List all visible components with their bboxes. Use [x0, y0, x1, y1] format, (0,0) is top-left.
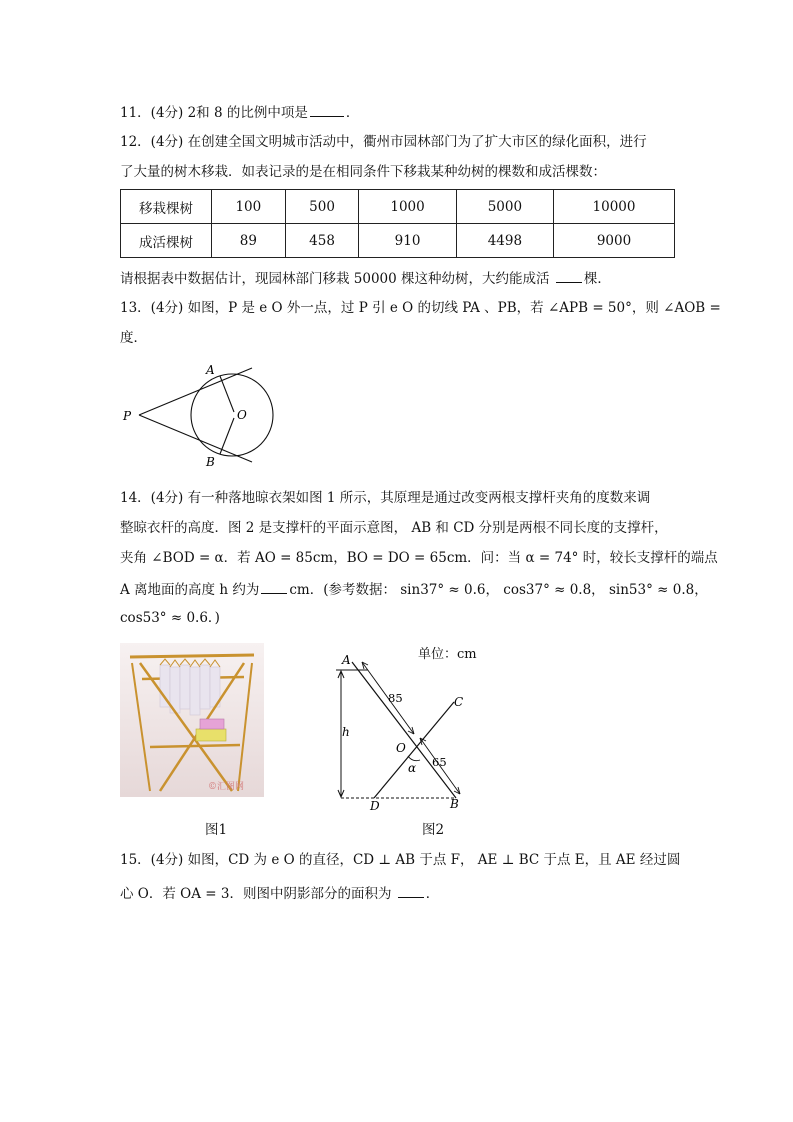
table-row: 成活棵树 89 458 910 4498 9000: [121, 224, 675, 258]
tangent-pb: [139, 415, 252, 462]
answer-blank: [398, 885, 424, 898]
answer-blank: [310, 104, 344, 117]
q14-line3: 夹角 ∠BOD = α．若 AO = 85cm，BO = DO = 65cm．问：当 α = 74° 时，较长支撑杆的端点: [120, 550, 718, 566]
unit-label: 单位：cm: [418, 647, 477, 662]
circle-o: [191, 374, 273, 456]
q13-line2: 度．: [120, 330, 147, 346]
q12-line2: 了大量的树木移栽．如表记录的是在相同条件下移栽某种幼树的棵数和成活棵数：: [120, 164, 606, 180]
label-a: A: [206, 363, 215, 377]
label-85: 85: [388, 691, 403, 705]
q14-figure2: [324, 652, 484, 814]
label-d: D: [370, 799, 380, 813]
label-b: B: [206, 455, 215, 469]
radius-oa: [220, 376, 234, 412]
answer-blank: [261, 581, 287, 594]
q11-text: 11．(4分) 2和 8 的比例中项是: [120, 105, 308, 121]
label-b: B: [450, 797, 459, 811]
q14-line5: cos53° ≈ 0.6．): [120, 610, 220, 626]
q14-line4: A 离地面的高度 h 约为 cm．(参考数据： sin37° ≈ 0.6， cos37° ≈ 0.8， sin53° ≈ 0.8，: [120, 582, 708, 598]
label-c: C: [454, 695, 464, 709]
q13-figure: [118, 362, 288, 472]
answer-blank: [556, 270, 582, 283]
label-o: O: [396, 741, 406, 755]
q13-line1: 13．(4分) 如图，P 是 e O 外一点，过 P 引 e O 的切线 PA 、PB，若 ∠APB = 50°，则 ∠AOB =: [120, 300, 721, 316]
fig1-caption: 图1: [205, 822, 228, 838]
q14-line2: 整晾衣杆的高度．图 2 是支撑杆的平面示意图， AB 和 CD 分别是两根不同长度的支撑杆，: [120, 520, 668, 536]
drying-rack-photo: [120, 643, 264, 797]
label-alpha: α: [408, 761, 417, 775]
q12-line1: 12．(4分) 在创建全国文明城市活动中，衢州市园林部门为了扩大市区的绿化面积，进行: [120, 134, 647, 150]
label-o: O: [237, 408, 247, 422]
label-65: 65: [432, 755, 447, 769]
photo-watermark: ©汇图网: [208, 782, 245, 792]
label-a: A: [342, 653, 351, 667]
label-h: h: [342, 725, 350, 739]
question-11: 11．(4分) 2和 8 的比例中项是 ．: [120, 105, 360, 121]
q12-after: 请根据表中数据估计，现园林部门移栽 50000 棵这种幼树，大约能成活 棵．: [120, 271, 611, 287]
fig2-caption: 图2: [422, 822, 445, 838]
transplant-table: [120, 189, 675, 258]
q15-line1: 15．(4分) 如图，CD 为 e O 的直径，CD ⊥ AB 于点 F， AE ⊥ BC 于点 E，且 AE 经过圆: [120, 852, 681, 868]
label-p: P: [123, 409, 132, 423]
table-row: 移栽棵树 100 500 1000 5000 10000: [121, 190, 675, 224]
radius-ob: [220, 418, 234, 454]
q15-line2: 心 O．若 OA = 3．则图中阴影部分的面积为 ．: [120, 886, 440, 902]
q14-line1: 14．(4分) 有一种落地晾衣架如图 1 所示，其原理是通过改变两根支撑杆夹角的度数来调: [120, 490, 651, 506]
tangent-pa: [139, 368, 252, 415]
